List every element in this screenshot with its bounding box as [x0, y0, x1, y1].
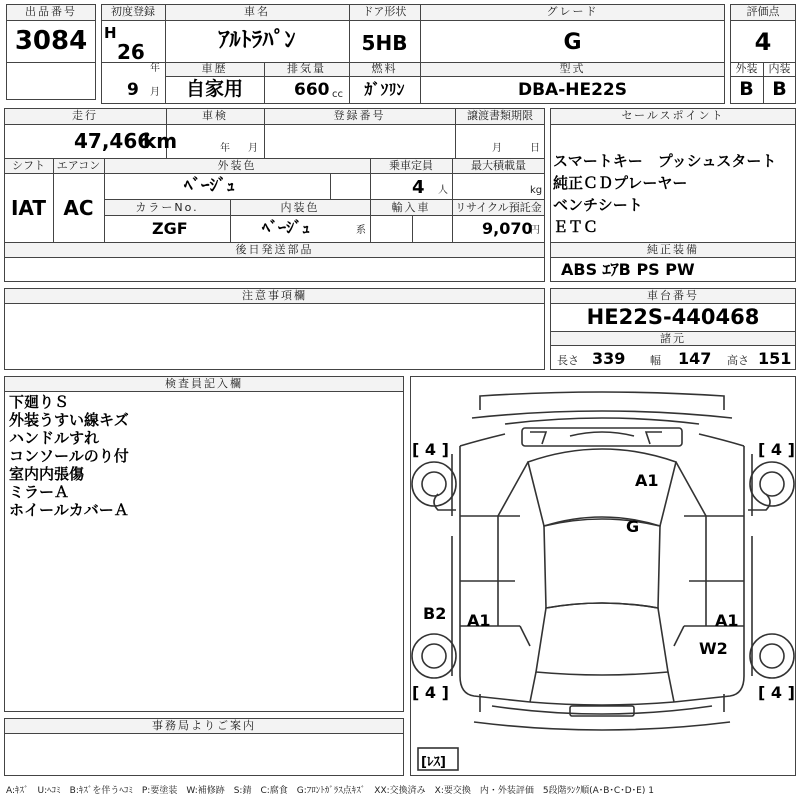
damage-mark: B2	[423, 604, 447, 623]
damage-mark: G	[626, 517, 640, 536]
chassis-header: 車台番号	[647, 289, 699, 302]
spare-tire-note: [ﾚｽ]	[421, 755, 446, 770]
tire-top-right-score: [ 4 ]	[758, 440, 795, 459]
tire-top-left-score: [ 4 ]	[412, 440, 449, 459]
grade-header: グレード	[546, 5, 599, 18]
int-score-value: B	[772, 78, 787, 100]
ext-color-header: 外装色	[217, 159, 257, 172]
sales-point-item: ＥＴＣ	[553, 218, 599, 236]
int-color-value: ﾍﾞｰｼﾞｭ	[262, 218, 311, 237]
year-unit: 年	[150, 63, 160, 74]
mileage-value: 47,466	[74, 129, 152, 153]
color-no-header: カラーNo.	[135, 201, 199, 214]
door-header: ドア形状	[362, 5, 407, 18]
chassis-value: HE22S-440468	[586, 305, 760, 329]
sales-point-item: 純正ＣＤプレーヤー	[553, 174, 688, 192]
genuine-value: ABS ｴｱB PS PW	[561, 260, 695, 279]
legend-text: A:ｷｽﾞ U:ﾍｺﾐ B:ｷｽﾞを伴うﾍｺﾐ P:要塗装 W:補修跡 S:錆 C:腐食 G:ﾌﾛﾝﾄｶﾞﾗｽ点ｷｽﾞ XX:交換済み X:要交換 内・外装評価 5段階ﾗﾝｸ順(A･B･C･D･E) 1	[6, 786, 654, 796]
model-header: 型式	[559, 62, 586, 75]
inspection-year-unit: 年	[220, 143, 230, 154]
capacity-header: 乗車定員	[389, 159, 433, 172]
ext-score-header: 外装	[735, 62, 758, 75]
month-unit: 月	[150, 87, 160, 98]
fuel-header: 燃料	[371, 62, 398, 75]
dims-header: 諸元	[660, 332, 686, 345]
max-load-unit: kg	[530, 185, 543, 196]
transfer-header: 譲渡書類期限	[467, 109, 533, 122]
car-name-value: ｱﾙﾄﾗﾊﾟﾝ	[218, 28, 296, 53]
month-value: 9	[127, 80, 139, 100]
notes-header: 注意事項欄	[242, 289, 307, 302]
length-label: 長さ	[557, 354, 579, 367]
recycle-unit: 円	[530, 225, 540, 236]
year-value: 26	[117, 40, 145, 64]
int-score-header: 内装	[768, 62, 791, 75]
transfer-day-unit: 日	[530, 143, 540, 154]
tire-bottom-left-score: [ 4 ]	[412, 683, 449, 702]
width-label: 幅	[650, 354, 661, 367]
inspection-month-unit: 月	[248, 143, 258, 154]
inspector-list	[9, 393, 129, 519]
recycle-value: 9,070	[482, 219, 533, 238]
length-value: 339	[592, 349, 626, 368]
width-value: 147	[678, 349, 712, 368]
sales-point-item: ベンチシート	[553, 196, 643, 214]
lot-number: 3084	[14, 26, 88, 56]
sales-points-list	[553, 150, 793, 238]
mileage-unit: km	[143, 129, 178, 153]
score-header: 評価点	[746, 5, 780, 18]
mileage-header: 走行	[72, 109, 98, 122]
transfer-month-unit: 月	[492, 143, 502, 154]
damage-mark: A1	[635, 471, 659, 490]
office-header: 事務局よりご案内	[152, 719, 256, 732]
int-color-unit: 系	[356, 225, 366, 236]
tire-bottom-right-score: [ 4 ]	[758, 683, 795, 702]
car-name-header: 車名	[244, 5, 270, 18]
history-header: 車歴	[201, 62, 228, 75]
sales-points-header: セールスポイント	[621, 109, 725, 122]
inspector-item: コンソールのり付	[9, 447, 129, 465]
capacity-unit: 人	[438, 185, 448, 196]
inspector-item: 下廻りＳ	[9, 393, 70, 411]
inspector-item: 外装うすい線キズ	[9, 411, 129, 429]
inspector-item: ホイールカバーＡ	[9, 501, 129, 519]
inspector-item: ハンドルすれ	[9, 429, 100, 447]
recycle-header: リサイクル預託金	[455, 201, 542, 214]
first-reg-header: 初度登録	[111, 5, 155, 18]
height-value: 151	[758, 349, 792, 368]
history-value: 自家用	[185, 78, 243, 100]
ext-color-value: ﾍﾞｰｼﾞｭ	[184, 176, 235, 196]
damage-mark: A1	[715, 611, 739, 630]
damage-mark: W2	[699, 639, 728, 658]
sales-point-item: スマートキー プッシュスタート	[553, 152, 777, 170]
grade-value: G	[563, 30, 582, 55]
genuine-header: 純正装備	[647, 243, 699, 256]
displacement-value: 660	[294, 80, 330, 100]
inspector-header: 検査員記入欄	[165, 377, 243, 390]
ext-score-value: B	[739, 78, 754, 100]
shift-value: IAT	[10, 196, 46, 220]
inspector-item: 室内内張傷	[9, 465, 85, 483]
lot-header: 出品番号	[25, 5, 77, 18]
capacity-value: 4	[412, 177, 425, 198]
displacement-unit: cc	[332, 89, 343, 100]
later-parts-header: 後日発送部品	[235, 243, 314, 256]
aircon-value: AC	[63, 196, 94, 220]
aircon-header: エアコン	[56, 159, 101, 172]
displacement-header: 排気量	[287, 62, 326, 75]
color-no-value: ZGF	[152, 219, 188, 238]
int-color-header: 内装色	[280, 201, 320, 214]
fuel-value: ｶﾞｿﾘﾝ	[364, 80, 405, 99]
score-value: 4	[754, 28, 772, 56]
reg-no-header: 登録番号	[333, 109, 386, 122]
damage-mark: A1	[467, 611, 491, 630]
era-value: H	[104, 24, 117, 42]
door-value: 5HB	[361, 31, 408, 55]
inspection-header: 車検	[202, 109, 228, 122]
shift-header: シフト	[12, 159, 45, 172]
model-value: DBA-HE22S	[517, 80, 628, 100]
max-load-header: 最大積載量	[471, 159, 526, 172]
inspector-item: ミラーＡ	[9, 483, 70, 501]
height-label: 高さ	[727, 354, 749, 367]
import-header: 輸入車	[391, 201, 431, 214]
car-diagram	[410, 376, 796, 776]
